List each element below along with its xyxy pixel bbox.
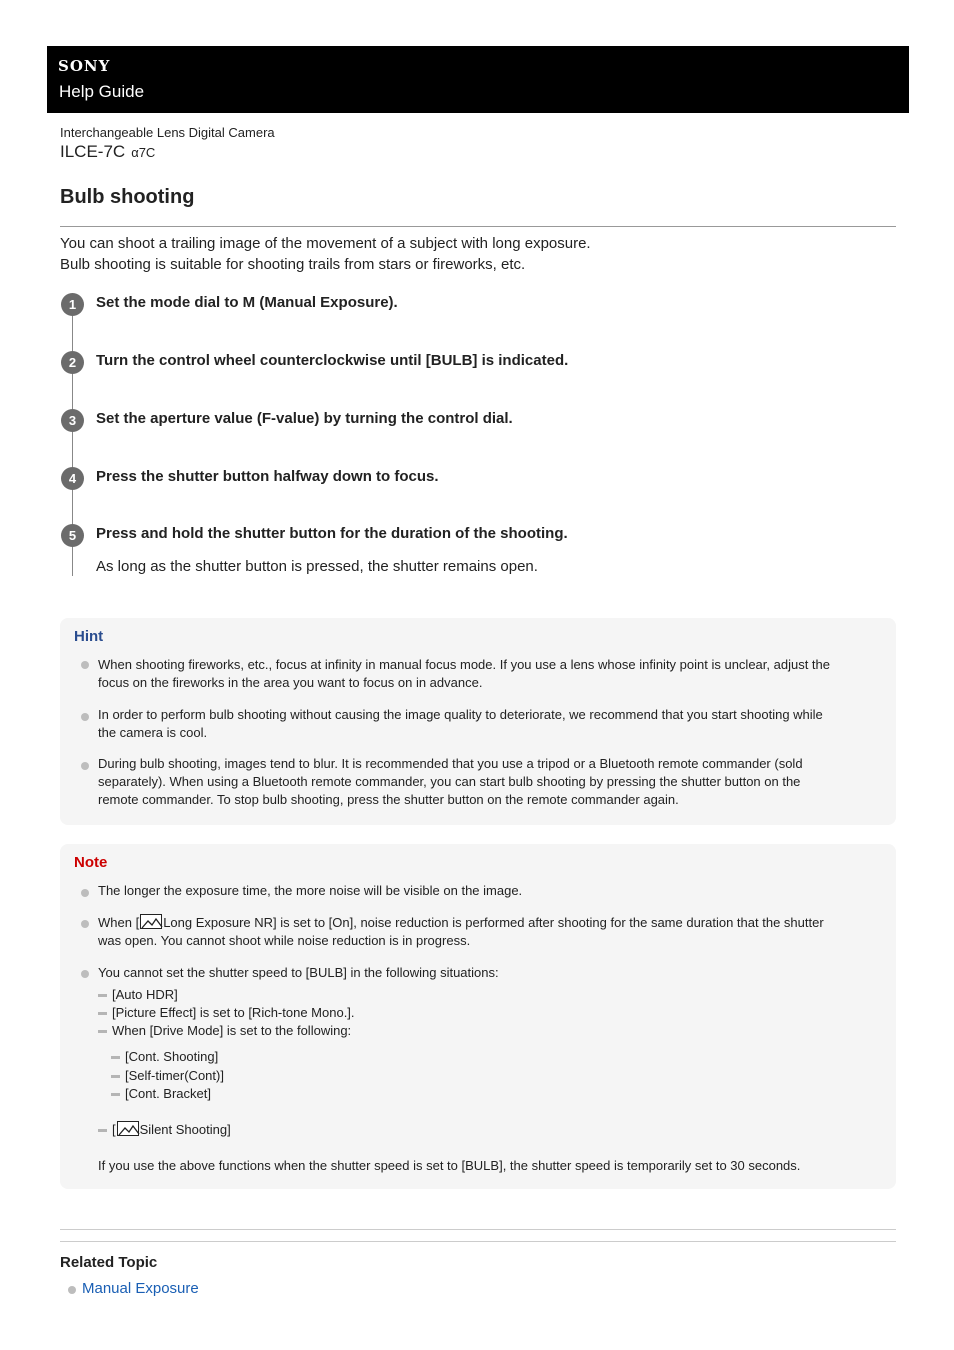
step-2-text: Turn the control wheel counterclockwise until [BULB] is indicated. — [96, 352, 569, 369]
note-item-2 — [98, 914, 878, 950]
model-alpha: α7C — [131, 145, 156, 160]
hint-item-1 — [98, 656, 878, 692]
bullet-icon — [81, 661, 89, 669]
bullet-icon — [81, 762, 89, 770]
step-1-text: Set the mode dial to M (Manual Exposure). — [96, 294, 398, 311]
related-topic-title: Related Topic — [60, 1254, 158, 1271]
dash-icon — [111, 1075, 120, 1078]
hint-item-line: focus on the fireworks in the area you want to focus on in advance. — [98, 675, 483, 690]
dash-icon — [98, 1030, 107, 1033]
long-exposure-nr-icon — [140, 914, 162, 929]
note-sub-item: [Auto HDR] — [112, 987, 178, 1002]
bullet-icon — [68, 1286, 76, 1294]
page-title: Bulb shooting — [60, 186, 195, 208]
dash-icon — [98, 994, 107, 997]
bullet-icon — [81, 889, 89, 897]
hint-item-line: During bulb shooting, images tend to blur. It is recommended that you use a tripod or a Bluetooth remote commander (sold — [98, 756, 803, 771]
step-number-1: 1 — [61, 293, 84, 316]
model-code: ILCE-7C — [60, 142, 126, 161]
hint-item-3 — [98, 755, 878, 809]
step-5-detail: As long as the shutter button is pressed, the shutter remains open. — [96, 558, 538, 575]
note-item-line: was open. You cannot shoot while noise reduction is in progress. — [98, 933, 471, 948]
drive-mode-item: [Cont. Shooting] — [125, 1049, 219, 1064]
note-sub-item: When [Drive Mode] is set to the following: — [112, 1023, 352, 1038]
hint-item-line: When shooting fireworks, etc., focus at infinity in manual focus mode. If you use a lens whose infinity point is unclear, adjust the — [98, 657, 830, 672]
hint-item-2 — [98, 706, 878, 742]
drive-mode-item: [Self-timer(Cont)] — [125, 1068, 224, 1083]
note-item-3: You cannot set the shutter speed to [BULB] in the following situations: — [98, 965, 499, 980]
bullet-icon — [81, 970, 89, 978]
silent-text-post: Silent Shooting] — [139, 1122, 231, 1137]
hint-item-line: In order to perform bulb shooting without causing the image quality to deteriorate, we recommend that you start shooting while — [98, 707, 823, 722]
note-sub-item: [Picture Effect] is set to [Rich-tone Mono.]. — [112, 1005, 355, 1020]
step-3-text: Set the aperture value (F-value) by turning the control dial. — [96, 410, 513, 427]
silent-shooting-item — [112, 1121, 231, 1139]
step-4-text: Press the shutter button halfway down to focus. — [96, 468, 439, 485]
bullet-icon — [81, 920, 89, 928]
related-link-manual-exposure[interactable]: Manual Exposure — [82, 1280, 199, 1297]
dash-icon — [98, 1012, 107, 1015]
drive-mode-item: [Cont. Bracket] — [125, 1086, 211, 1101]
hint-item-line: the camera is cool. — [98, 725, 208, 740]
step-5-text: Press and hold the shutter button for the duration of the shooting. — [96, 525, 568, 542]
model-name — [60, 142, 155, 162]
step-number-3: 3 — [61, 409, 84, 432]
step-number-4: 4 — [61, 467, 84, 490]
related-divider — [60, 1241, 896, 1242]
intro-line: You can shoot a trailing image of the movement of a subject with long exposure. — [60, 235, 591, 252]
note-footer: If you use the above functions when the shutter speed is set to [BULB], the shutter speed is temporarily set to 30 seconds. — [98, 1158, 801, 1173]
step-number-5: 5 — [61, 524, 84, 547]
intro-line: Bulb shooting is suitable for shooting trails from stars or fireworks, etc. — [60, 256, 526, 273]
note-text-pre: When [ — [98, 915, 140, 930]
sony-logo: SONY — [58, 57, 111, 75]
header-bar — [47, 46, 909, 113]
hint-item-line: remote commander. To stop bulb shooting, press the shutter button on the remote commander again. — [98, 792, 679, 807]
note-text-post: Long Exposure NR] is set to [On], noise reduction is performed after shooting for the same duration that the shutter — [163, 915, 824, 930]
dash-icon — [98, 1129, 107, 1132]
silent-shooting-icon — [117, 1121, 139, 1136]
note-item-1: The longer the exposure time, the more noise will be visible on the image. — [98, 883, 523, 898]
step-number-2: 2 — [61, 351, 84, 374]
bullet-icon — [81, 713, 89, 721]
product-line: Interchangeable Lens Digital Camera — [60, 125, 275, 140]
dash-icon — [111, 1093, 120, 1096]
silent-text-pre: [ — [112, 1122, 116, 1137]
help-guide-title: Help Guide — [59, 82, 145, 101]
hint-label: Hint — [74, 628, 104, 645]
note-label: Note — [74, 854, 108, 871]
note-item-line — [98, 914, 878, 932]
intro-text — [60, 233, 591, 275]
related-divider — [60, 1229, 896, 1230]
hint-item-line: separately). When using a Bluetooth remote commander, you can start bulb shooting by pressing the shutter button on the — [98, 774, 801, 789]
title-divider — [60, 226, 896, 227]
dash-icon — [111, 1056, 120, 1059]
